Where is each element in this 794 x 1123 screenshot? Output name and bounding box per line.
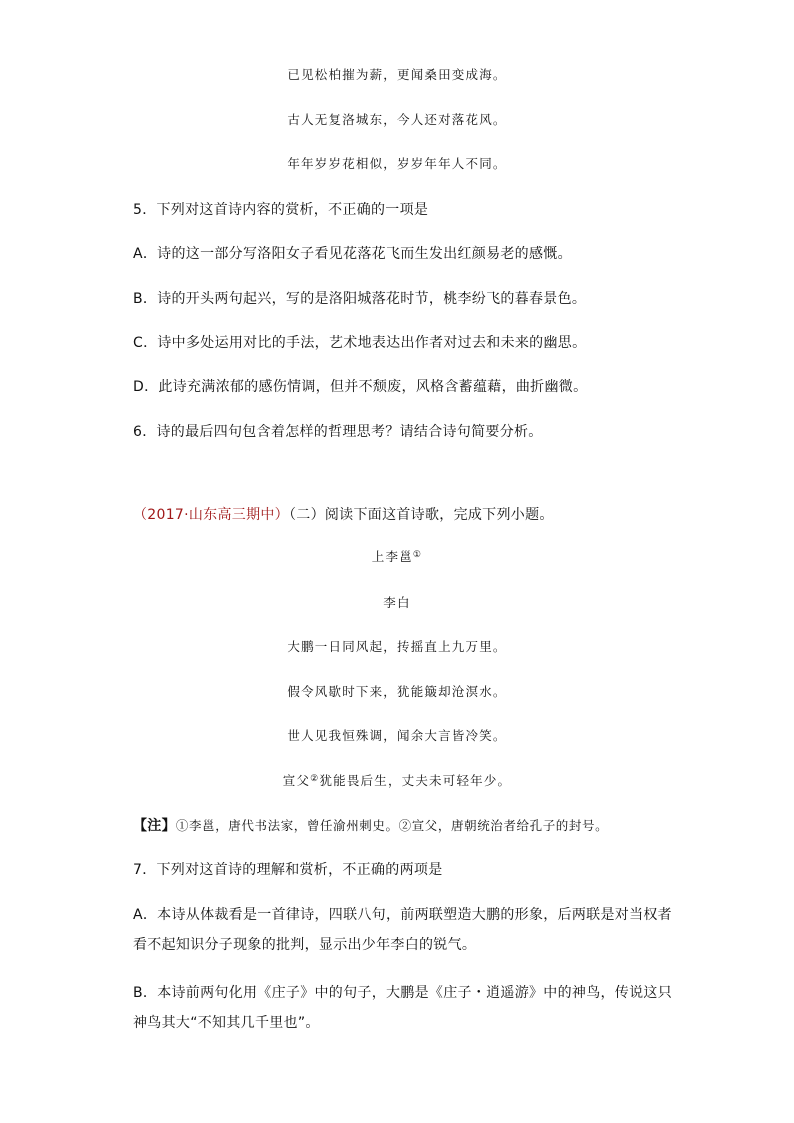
poem-line: 已见松柏摧为薪，更闻桑田变成海。 — [287, 67, 507, 82]
poem-line: 世人见我恒殊调，闻余大言皆冷笑。 — [287, 728, 507, 743]
footnote-text: ①李邕，唐代书法家，曾任渝州刺史。②宣父，唐朝统治者给孔子的封号。 — [175, 818, 609, 833]
question-7-stem: 7．下列对这首诗的理解和赏析，不正确的两项是 — [133, 862, 443, 878]
poem-author: 李白 — [383, 595, 411, 610]
poem-line: 大鹏一日同风起，抟摇直上九万里。 — [287, 639, 507, 654]
poem-title-text: 上李邕 — [371, 549, 413, 564]
footnote-marker: ① — [412, 550, 423, 560]
poem-line: 古人无复洛城东，今人还对落花风。 — [287, 112, 507, 127]
question-5-option-c: C．诗中多处运用对比的手法，艺术地表达出作者对过去和未来的幽思。 — [133, 335, 587, 351]
footnote — [133, 819, 608, 833]
section-2-intro: （二）阅读下面这首诗歌，完成下列小题。 — [288, 507, 554, 523]
footnote-label: 【注】 — [133, 818, 176, 834]
question-5-option-d: D．此诗充满浓郁的感伤情调，但并不颓废，风格含蓄蕴藉，曲折幽微。 — [133, 379, 588, 395]
poem-line: 假令风歇时下来，犹能簸却沧溟水。 — [287, 684, 507, 699]
poem-line: 年年岁岁花相似，岁岁年年人不同。 — [287, 156, 507, 171]
poem-line — [0, 775, 794, 788]
footnote-marker: ② — [310, 774, 320, 784]
question-5-stem: 5．下列对这首诗内容的赏析，不正确的一项是 — [133, 202, 429, 218]
question-6-stem: 6．诗的最后四句包含着怎样的哲理思考？请结合诗句简要分析。 — [133, 424, 543, 440]
poem-line-part: 犹能畏后生，丈夫未可轻年少。 — [319, 773, 512, 788]
question-5-option-b: B．诗的开头两句起兴，写的是洛阳城落花时节，桃李纷飞的暮春景色。 — [133, 291, 587, 307]
poem-title — [0, 551, 794, 564]
question-5-option-a: A．诗的这一部分写洛阳女子看见花落花飞而生发出红颜易老的感慨。 — [133, 246, 572, 262]
question-7-option-a: A．本诗从体裁看是一首律诗，四联八句，前两联塑造大鹏的形象，后两联是对当权者看不起知识分子现象的批判，显示出少年李白的锐气。 — [133, 907, 672, 953]
poem-line-part: 宣父 — [282, 773, 311, 788]
source-tag: （2017·山东高三期中） — [133, 507, 289, 523]
question-7-option-b: B．本诗前两句化用《庄子》中的句子，大鹏是《庄子・逍遥游》中的神鸟，传说这只神鸟其大“不知其几千里也”。 — [133, 985, 673, 1031]
section-2-heading — [133, 508, 554, 522]
